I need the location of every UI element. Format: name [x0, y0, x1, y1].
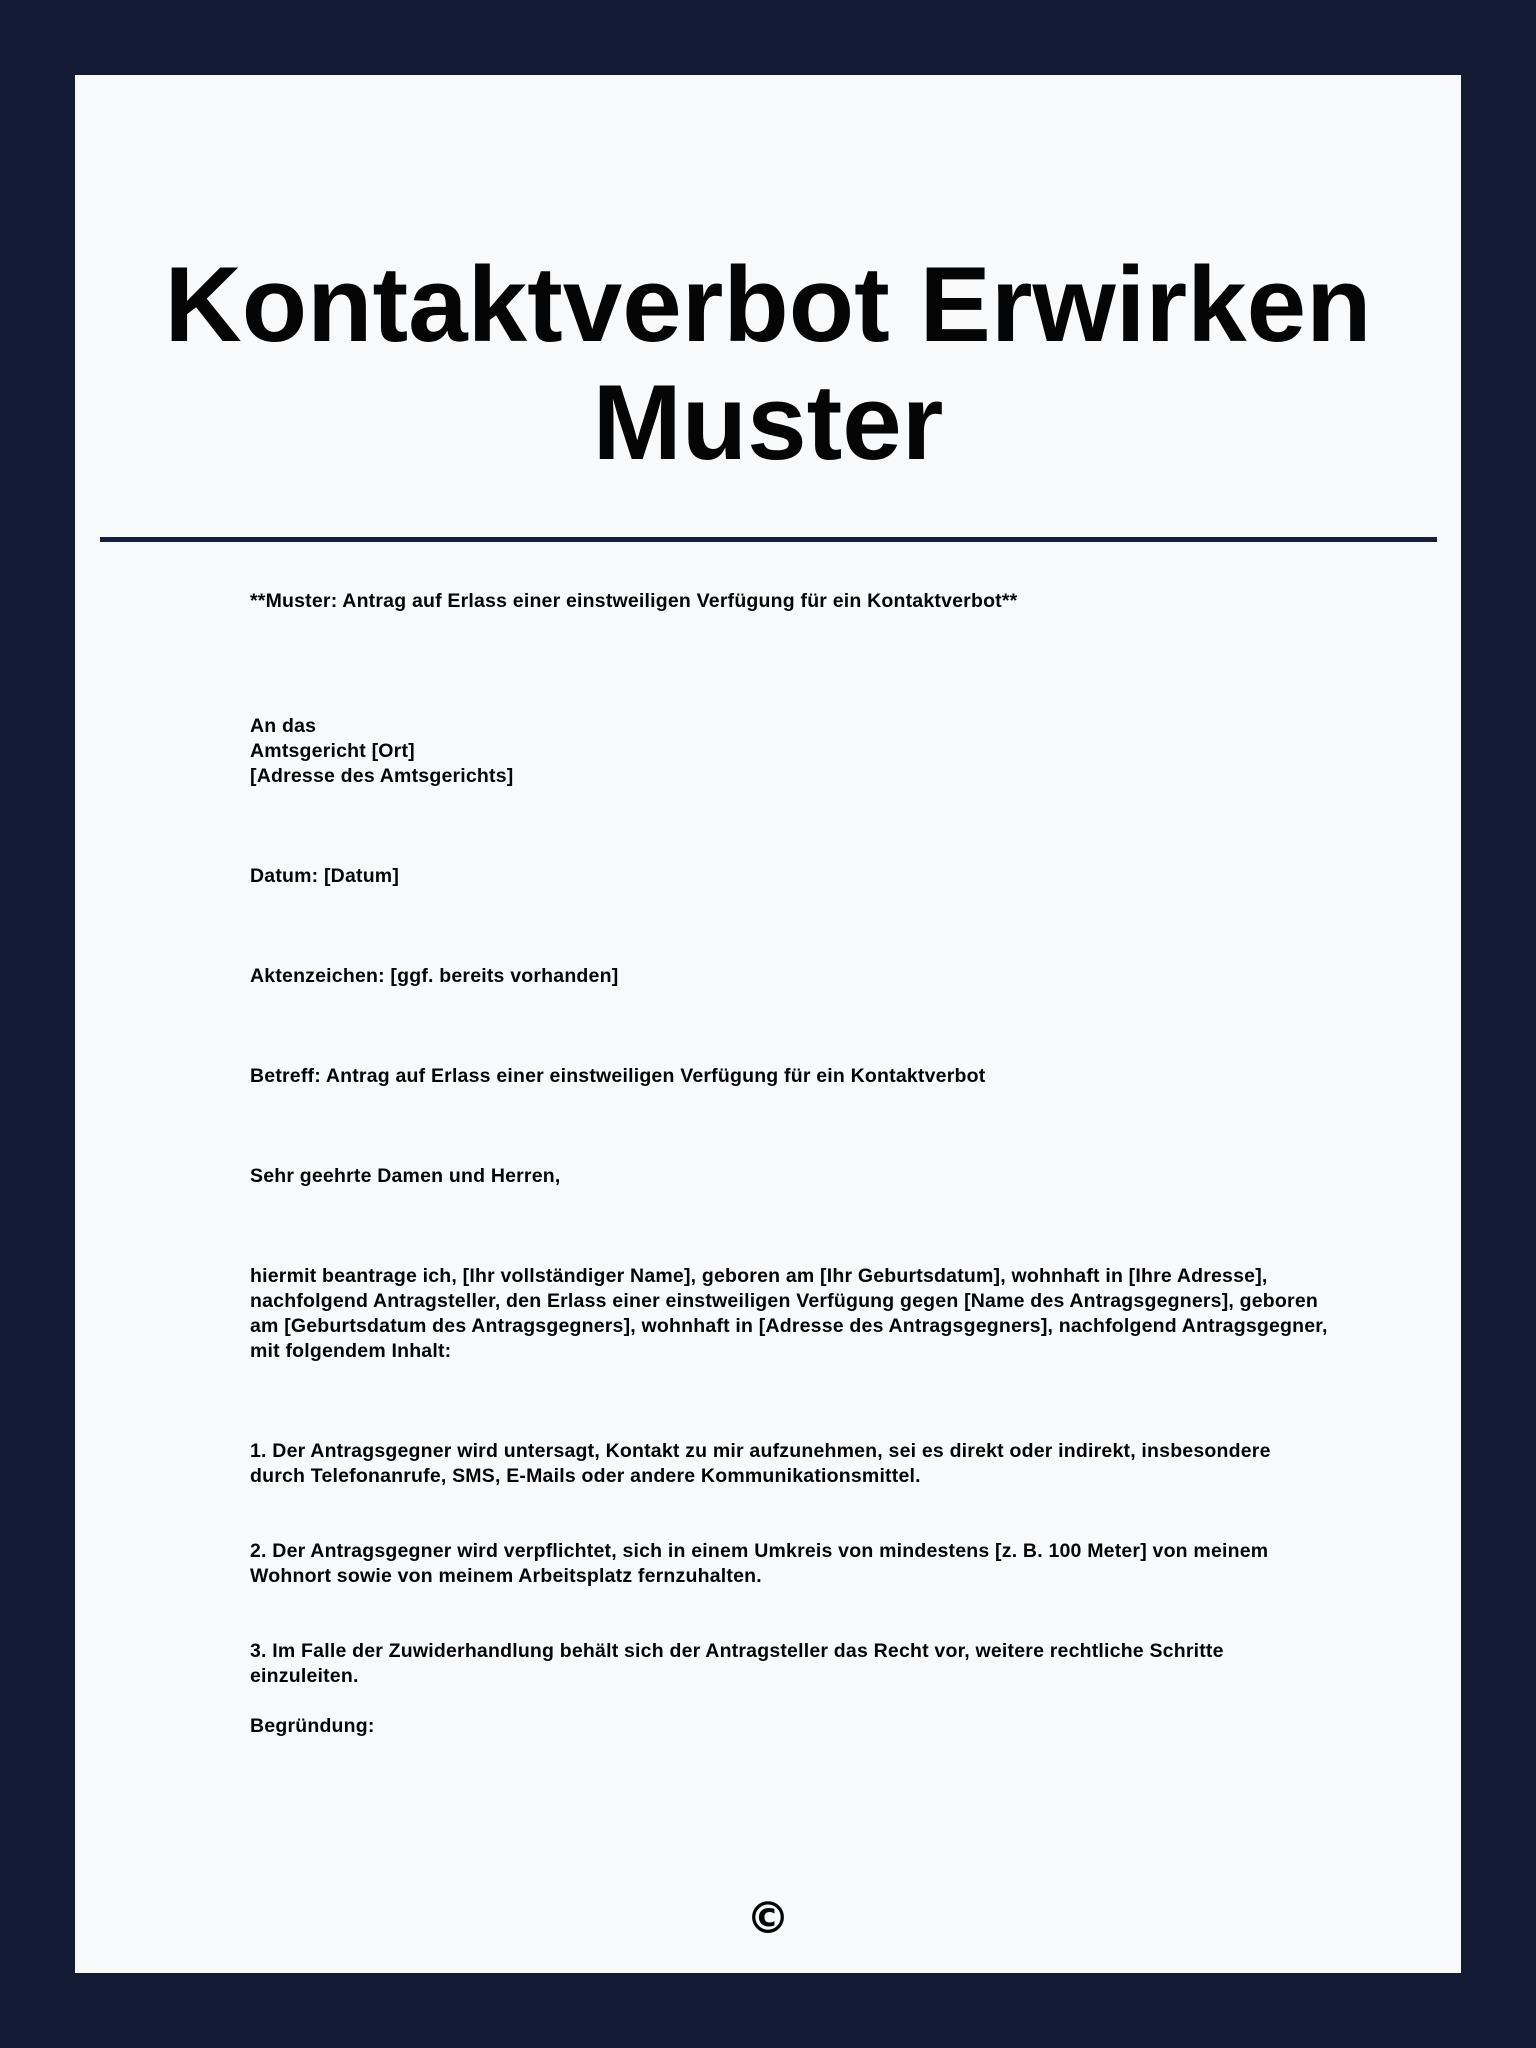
address-line-3: [Adresse des Amtsgerichts] [250, 765, 514, 787]
intro-paragraph: hiermit beantrage ich, [Ihr vollständiger Name], geboren am [Ihr Geburtsdatum], wohnhaft in [Ihre Adresse], nachfolgend Antragsteller, den Erlass einer einstweiligen Verfügung gegen [Name des Antragsgegners], geboren am [Geburtsdatum des Antragsgegners], wohnhaft in [Adresse des Antragsgegners], nachfolgend Antragsgegner, mit folgendem Inhalt: [250, 1265, 1328, 1362]
date-line: Datum: [Datum] [250, 865, 400, 887]
document-body [250, 589, 1330, 1739]
list-item: 2. Der Antragsgegner wird verpflichtet, sich in einem Umkreis von mindestens [z. B. 100 Meter] von meinem Wohnort sowie von meinem Arbeitsplatz fernzuhalten. [250, 1540, 1269, 1587]
list-item: 3. Im Falle der Zuwiderhandlung behält sich der Antragsteller das Recht vor, weitere rechtliche Schritte einzuleiten. [250, 1640, 1224, 1687]
copyright-symbol: © [746, 1893, 790, 1944]
salutation: Sehr geehrte Damen und Herren, [250, 1165, 561, 1187]
list-item: 1. Der Antragsgegner wird untersagt, Kontakt zu mir aufzunehmen, sei es direkt oder indirekt, insbesondere durch Telefonanrufe, SMS, E-Mails oder andere Kommunikationsmittel. [250, 1440, 1271, 1487]
file-number-line: Aktenzeichen: [ggf. bereits vorhanden] [250, 965, 619, 987]
document-title [75, 245, 1461, 481]
subject-line: Betreff: Antrag auf Erlass einer einstweiligen Verfügung für ein Kontaktverbot [250, 1065, 986, 1087]
address-line-2: Amtsgericht [Ort] [250, 740, 415, 762]
title-line-2: Muster [592, 362, 944, 482]
reasoning-label: Begründung: [250, 1715, 375, 1737]
document-heading: **Muster: Antrag auf Erlass einer einstweiligen Verfügung für ein Kontaktverbot** [250, 590, 1018, 612]
title-divider [100, 537, 1437, 542]
title-line-1: Kontaktverbot Erwirken [164, 244, 1372, 364]
address-line-1: An das [250, 715, 317, 737]
recipient-address [250, 714, 1330, 789]
document-page [75, 75, 1461, 1973]
